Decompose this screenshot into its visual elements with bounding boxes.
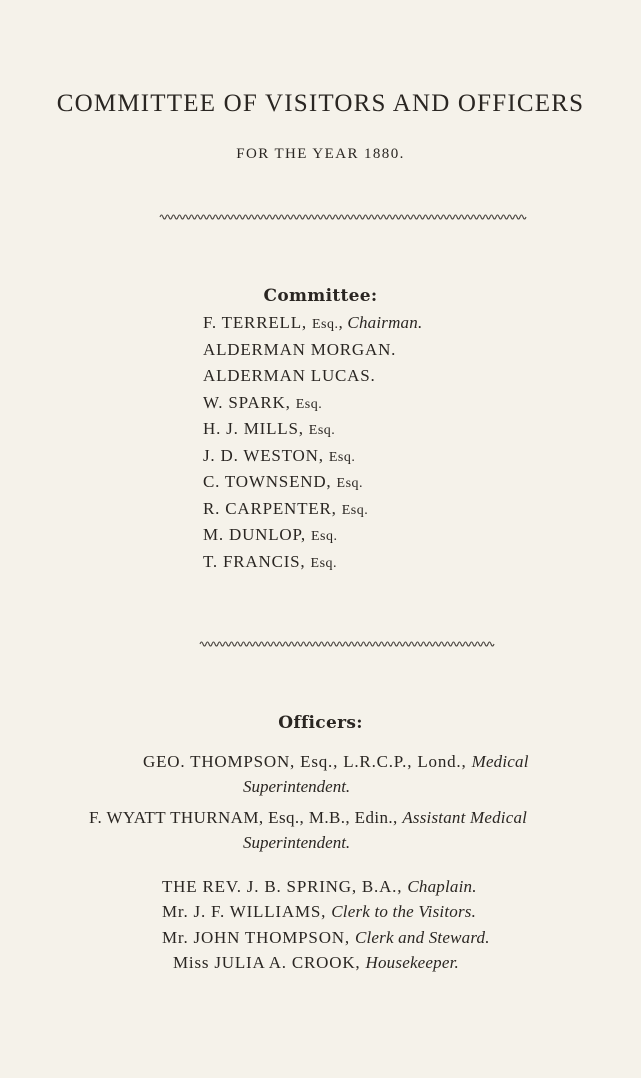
committee-member: M. DUNLOP, Esq. (203, 525, 338, 544)
officer-entry-continuation: Superintendent. (243, 833, 351, 852)
officer-entry: Miss JULIA A. CROOK, Housekeeper. (173, 953, 460, 972)
officer-entry: Mr. JOHN THOMPSON, Clerk and Steward. (162, 928, 490, 947)
page-subtitle: FOR THE YEAR 1880. (236, 146, 405, 162)
committee-member: F. TERRELL, Esq., Chairman. (203, 313, 423, 332)
committee-member: T. FRANCIS, Esq. (203, 551, 338, 571)
committee-member: R. CARPENTER, Esq. (203, 498, 369, 518)
officer-entry: GEO. THOMPSON, Esq., L.R.C.P., Lond., Medical (143, 752, 529, 771)
committee-member: J. D. WESTON, Esq. (203, 445, 356, 465)
committee-member: H. J. MILLS, Esq. (203, 419, 336, 438)
committee-member: ALDERMAN MORGAN. (203, 339, 397, 359)
officer-entry-continuation: Superintendent. (243, 777, 351, 796)
page-title: COMMITTEE OF VISITORS AND OFFICERS (56, 90, 585, 117)
committee-member: C. TOWNSEND, Esq. (203, 472, 364, 491)
officer-entry: THE REV. J. B. SPRING, B.A., Chaplain. (162, 877, 477, 896)
officer-entry: F. WYATT THURNAM, Esq., M.B., Edin., Assistant Medical (89, 808, 528, 827)
ornamental-rule-top (0, 211, 641, 223)
officer-entry: Mr. J. F. WILLIAMS, Clerk to the Visitors. (162, 902, 477, 921)
committee-member: W. SPARK, Esq. (203, 392, 323, 412)
committee-heading: Committee: (263, 286, 378, 306)
ornamental-rule-bottom (0, 638, 641, 650)
committee-member: ALDERMAN LUCAS. (203, 366, 376, 385)
officers-heading: Officers: (278, 713, 363, 733)
committee-list (203, 310, 422, 575)
